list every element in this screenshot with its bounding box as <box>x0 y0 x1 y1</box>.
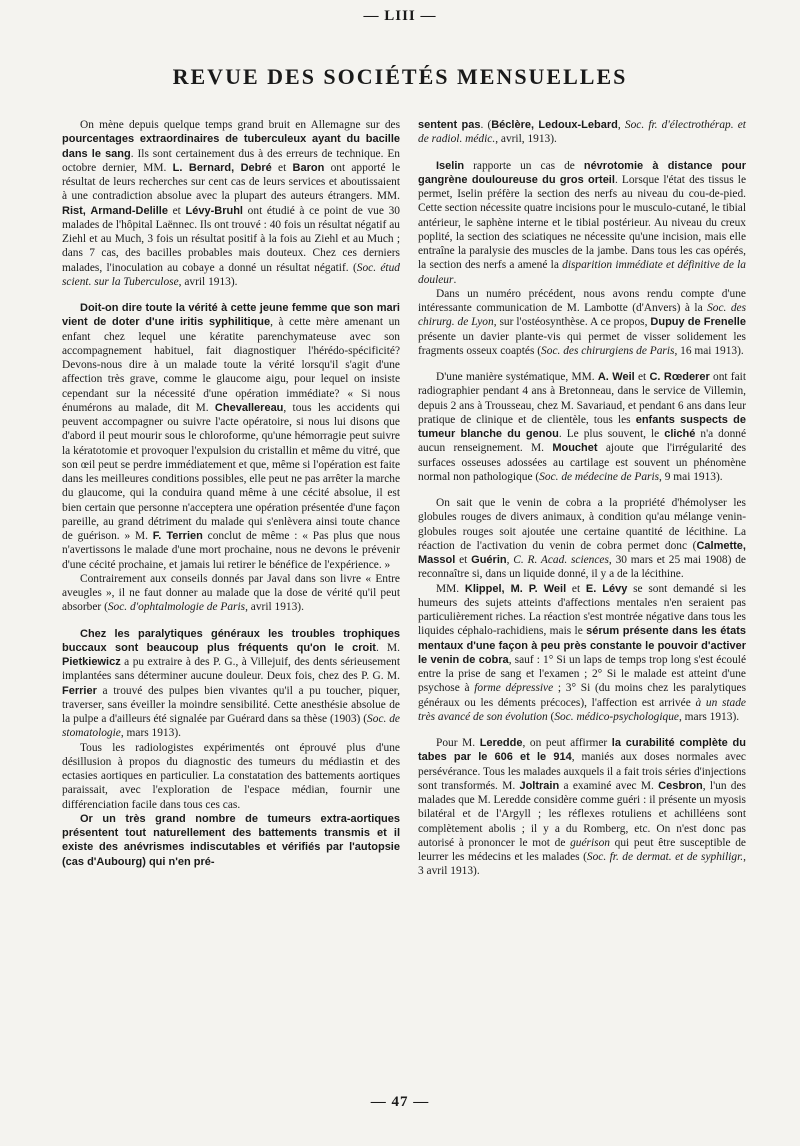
article-radiology-aortic-continued: sentent pas. (Béclère, Ledoux-Lebard, Soc. fr. d'électrothérap. et de radiol. médic., avril, 1913). <box>418 119 746 146</box>
page-title: REVUE DES SOCIÉTÉS MENSUELLES <box>172 64 628 89</box>
article-tabes-curability: Pour M. Leredde, on peut affirmer la curabilité complète du tabes par le 606 et le 914, maniés aux doses normales avec persévérance. Tous les malades auxquels il a fait trois séries d'injections sont transformés. M. Joltrain a examiné avec M. Cesbron, l'un des malades que M. Leredde considère comme guéri : il présente un myosis bilatéral et de l'Argyll ; les réflexes rotuliens et achilléens sont complètement abolis ; il y a du Romberg, etc. On n'est donc pas autorisé à prononcer le mot de guérison qui peut être susceptible de leurrer les médecins et les malades (Soc. fr. de dermat. et de syphiligr., 3 avril 1913). <box>418 737 746 878</box>
right-column <box>418 118 746 879</box>
page-number: — 47 — <box>370 1094 430 1110</box>
article-cobra-venom-mental: MM. Klippel, M. P. Weil et E. Lévy se sont demandé si les humeurs des sujets atteints d'affections mentales n'en seraient pas particulièrement riches. La réaction s'est montrée négative dans tous les liquides céphalo-rachidiens, mais le sérum présente dans les états mentaux d'une façon à peu près constante le pouvoir d'activer le venin de cobra, sauf : 1° Si un laps de temps trop long s'est écoulé entre la prise de sang et l'examen ; 2° Si le malade est atteint d'une psychose à forme dépressive ; 3° Si (du moins chez les paralytiques généraux ou les déments précoces), l'affection est arrivée à un stade très avancé de son évolution (Soc. médico-psychologique, mars 1913). <box>418 582 746 723</box>
article-radiology-aortic: Or un très grand nombre de tumeurs extra-aortiques présentent tout naturellement des battements transmis et il existe des anévrismes indiscutables et vérifiés par l'autopsie (cas d'Aubourg) qui n'en pré- <box>62 812 400 868</box>
article-tuberculosis-bacilli: On mène depuis quelque temps grand bruit en Allemagne sur des pourcentages extraordinaires de tuberculeux ayant du bacille dans le sang. Ils sont certainement dus à des erreurs de technique. En octobre dernier, MM. L. Bernard, Debré et Baron ont apporté le résultat de leurs recherches sur cent cas de leurs services et aboutissaient à une contradiction absolue avec la plupart des auteurs étrangers. MM. Rist, Armand-Delille et Lévy-Bruhl ont étudié à ce point de vue 30 malades de l'hôpital Laënnec. Ils ont trouvé : 40 fois un résultat négatif au Ziehl et au Much, 3 fois un résultat positif à la fois au Ziehl et au Much ; dans 7 cas, des bacilles probables mais douteux. Chez ces derniers malades, l'inoculation au cobaye a donné un résultat négatif. (Soc. étud scient. sur la Tuberculose, avril 1913). <box>62 119 401 288</box>
article-cobra-venom: On sait que le venin de cobra a la propriété d'hémolyser les globules rouges de divers animaux, à condition qu'au mélange venin-globules rouges soit ajoutée une certaine quantité de lécithine. La réaction de l'activation du venin de cobra permet donc (Calmette, Massol et Guérin, C. R. Acad. sciences, 30 mars et 25 mai 1908) de reconnaître si, dans un liquide donné, il y a de la lécithine. <box>418 497 746 581</box>
article-osteosynthesis: Dans un numéro précédent, nous avons rendu compte d'une intéressante communication de M. Lambotte (d'Anvers) à la Soc. des chirurg. de Lyon, sur l'ostéosynthèse. A ce propos, Dupuy de Frenelle présente un davier plante-vis qui permet de visser solidement les fragments osseux coaptés (Soc. des chirurgiens de Paris, 16 mai 1913). <box>418 287 747 357</box>
article-medical-truth-continued: Contrairement aux conseils donnés par Javal dans son livre « Entre aveugles », il ne faut donner au malade que la dose de vérité qu'il peut absorber (Soc. d'ophtalmologie de Paris, avril 1913). <box>62 572 400 614</box>
article-paralytics-trophic: Chez les paralytiques généraux les troubles trophiques buccaux sont beaucoup plus fréquents qu'on le croit. M. Pietkiewicz a pu extraire à des P. G., à Villejuif, des dents sérieusement implantées sans déterminer aucune douleur. Deux fois, chez des P. G. M. Ferrier a trouvé des pulpes bien vivantes qu'il a pu toucher, piquer, traverser, sans éveiller la moindre sensibilité. Cette anesthésie absolue de la pulpe a d'ailleurs été signalée par Guérard dans sa thèse (1903) (Soc. de stomatologie, mars 1913). <box>62 627 400 740</box>
article-radiology-mediastinum: Tous les radiologistes expérimentés ont éprouvé plus d'une désillusion à propos du diagnostic des tumeurs du médiastin et des ectasies aortiques en particulier. La constatation des battements aortiques paraissait, avec l'exploration de l'espace médian, fournir une différenciation facile dans tous ces cas. <box>62 741 400 811</box>
article-neurotomy: Iselin rapporte un cas de névrotomie à distance pour gangrène douloureuse du gros orteil. Lorsque l'état des tissus le permet, Iselin préfère la section des nerfs au niveau du cou-de-pied. Cette section nécessite quatre incisions pour le musculo-cutané, le tibial antérieur, le saphène interne et le tibial postérieur. Au niveau du creux poplité, la section des sciatiques ne nécessite qu'une incision, mais elle entraîne la paralysie des muscles de la jambe. Dans tous les cas opérés, la section des nerfs a amené la disparition immédiate et définitive de la douleur. <box>418 159 747 286</box>
article-medical-truth: Doit-on dire toute la vérité à cette jeune femme que son mari vient de doter d'une iritis syphilitique, à cette mère amenant un enfant chez lequel une kératite parenchymateuse avec son accompagnement habituel, fait diagnostiquer l'hérédo-spécificité? Devons-nous dire à un malade toute la vérité lorsqu'il s'agit d'une affection très grave, comme le glaucome aigu, pour lequel on insiste cependant sur la nécessité d'une opération immédiate? « Si nous énumérons au malade, dit M. Chevallereau, tous les accidents qui peuvent accompagner ou suivre l'acte opératoire, si nous lui disons que d'abord il peut mourir sous le chloroforme, qu'une hémorragie peut suivre la kératotomie et provoquer l'expulsion du cristallin et même du vitré, que son œil peut se perdre immédiatement et que, même si l'opération est faite dans les meilleures conditions possibles, elle peut ne pas arrêter la marche du glaucome, qui la conduira quand même à une cécité absolue, il est bien certain que personne n'acceptera une opération présentée d'une façon pareille, au grand détriment du malade qui s'enlèvera ainsi toute chance de guérison. » M. F. Terrien conclut de même : « Pas plus que nous n'avertissons le malade d'une mort prochaine, nous ne devons le prévenir d'une cécité prochaine, et jamais lui retirer le bénéfice de l'expérience. » <box>62 302 401 571</box>
page-header-roman-numeral: — LIII — <box>363 8 437 24</box>
left-column <box>62 118 400 869</box>
article-knee-radiography: D'une manière systématique, MM. A. Weil et C. Rœderer ont fait radiographier pendant 4 ans à Bretonneau, dans le service de Villemin, depuis 2 ans à Trousseau, chez M. Savariaud, et pendant 6 ans dans leur pratique de clinique et de clientèle, tous les enfants suspects de tumeur blanche du genou. Le plus souvent, le cliché n'a donné aucun renseignement. M. Mouchet ajoute que l'irrégularité des surfaces osseuses adossées au cartilage est souvent un phénomène normal non pathologique (Soc. de médecine de Paris, 9 mai 1913). <box>418 371 747 483</box>
